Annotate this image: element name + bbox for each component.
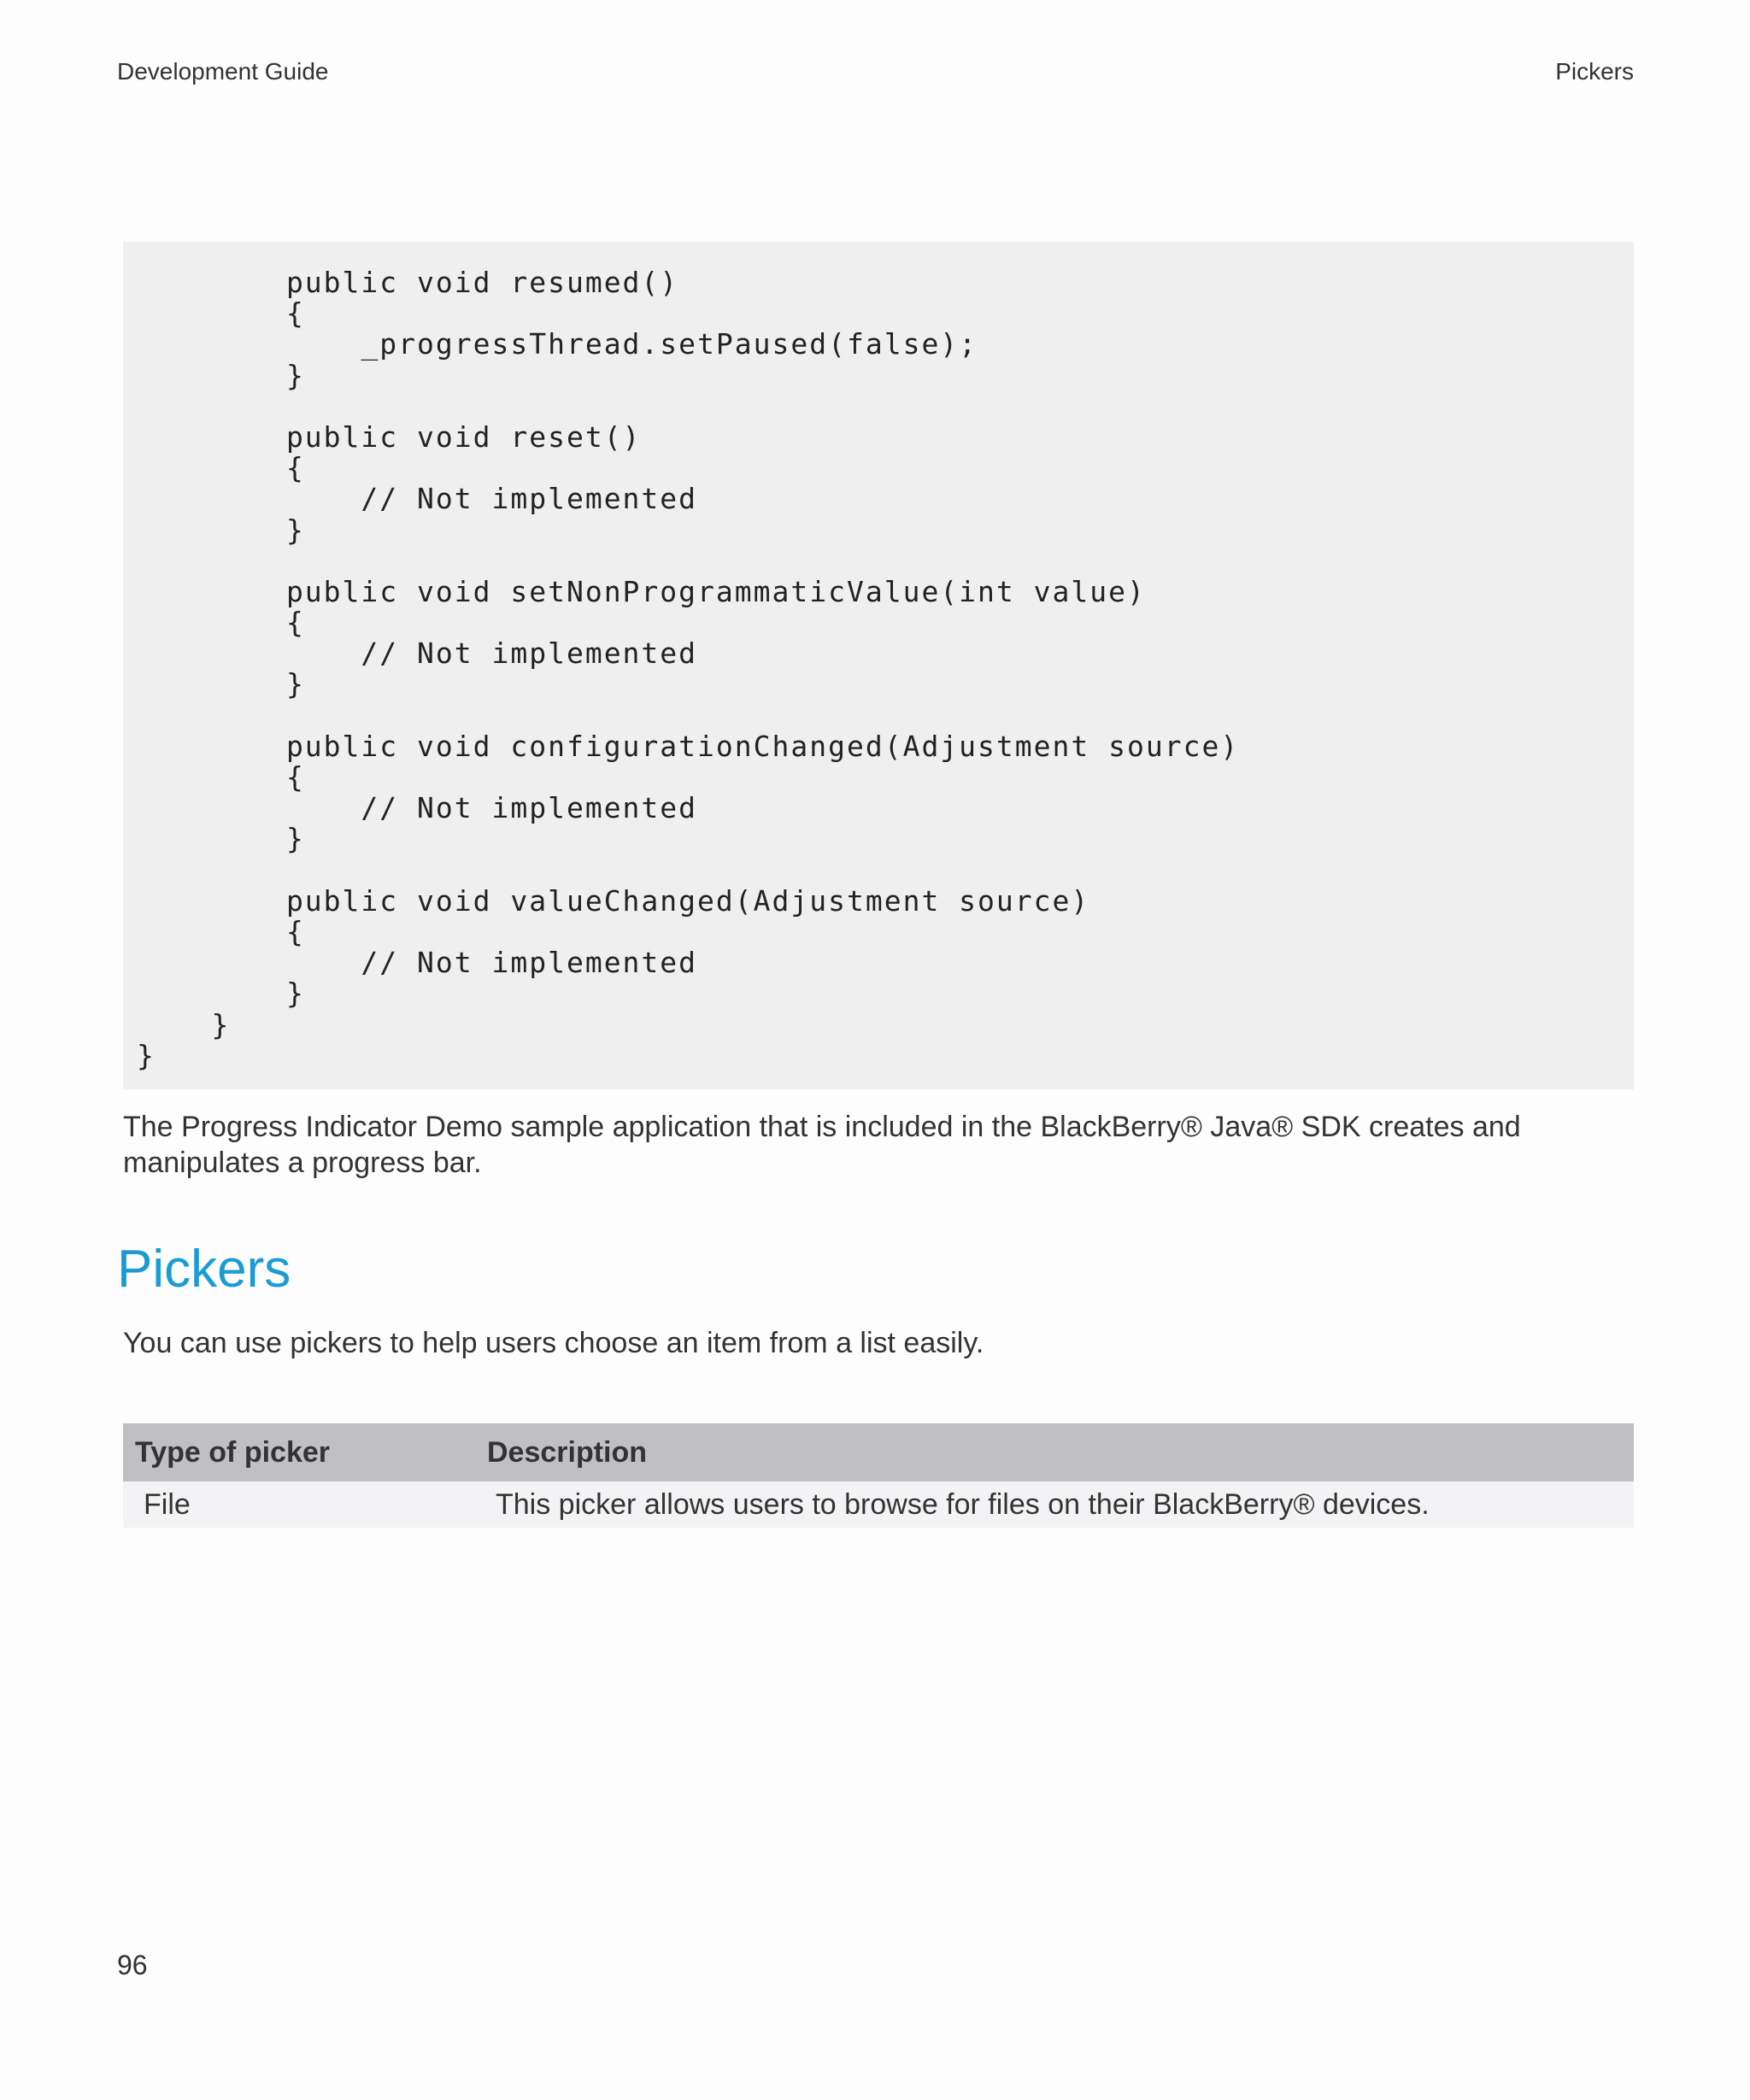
code-line: }: [137, 667, 305, 701]
code-line: // Not implemented: [137, 791, 698, 825]
code-line: // Not implemented: [137, 482, 698, 516]
code-line: {: [137, 760, 305, 794]
code-line: {: [137, 914, 305, 948]
code-line: {: [137, 296, 305, 331]
code-line: public void reset(): [137, 419, 642, 454]
code-line: }: [137, 513, 305, 547]
code-line: }: [137, 822, 305, 856]
code-line: // Not implemented: [137, 636, 698, 671]
section-title: Pickers: [117, 1240, 291, 1299]
code-line: {: [137, 451, 305, 485]
picker-types-table: [123, 1423, 1634, 1528]
code-line: public void configurationChanged(Adjustment source): [137, 729, 1240, 763]
code-line: [137, 701, 1634, 731]
running-header-right: Pickers: [1555, 58, 1634, 85]
code-line: }: [137, 1007, 231, 1041]
code-line: }: [137, 1038, 156, 1072]
code-line: [137, 391, 1634, 422]
code-line: {: [137, 606, 305, 640]
code-line: public void resumed(): [137, 266, 679, 299]
code-line: }: [137, 977, 305, 1011]
table-header-row: [123, 1423, 1634, 1481]
code-line: _progressThread.setPaused(false);: [137, 327, 978, 361]
code-line: public void setNonProgrammaticValue(int value): [137, 574, 1146, 608]
sample-app-description: The Progress Indicator Demo sample application that is included in the BlackBerry® Java® SDK creates and manipulates a progress bar.: [123, 1111, 1521, 1179]
table-row: [123, 1481, 1634, 1528]
page-number: 96: [117, 1950, 148, 1980]
section-intro: You can use pickers to help users choose an item from a list easily.: [123, 1327, 984, 1359]
code-line: }: [137, 358, 305, 392]
code-line: [137, 546, 1634, 577]
table-cell-type: File: [123, 1481, 475, 1528]
code-line: [137, 855, 1634, 886]
running-header-left: Development Guide: [117, 58, 329, 85]
code-line: // Not implemented: [137, 946, 698, 980]
code-line: public void valueChanged(Adjustment source): [137, 883, 1090, 918]
table-header-description: Description: [475, 1423, 1634, 1481]
code-block: [123, 242, 1634, 1089]
table-header-type: Type of picker: [123, 1423, 475, 1481]
table-cell-description: This picker allows users to browse for files on their BlackBerry® devices.: [475, 1481, 1634, 1528]
